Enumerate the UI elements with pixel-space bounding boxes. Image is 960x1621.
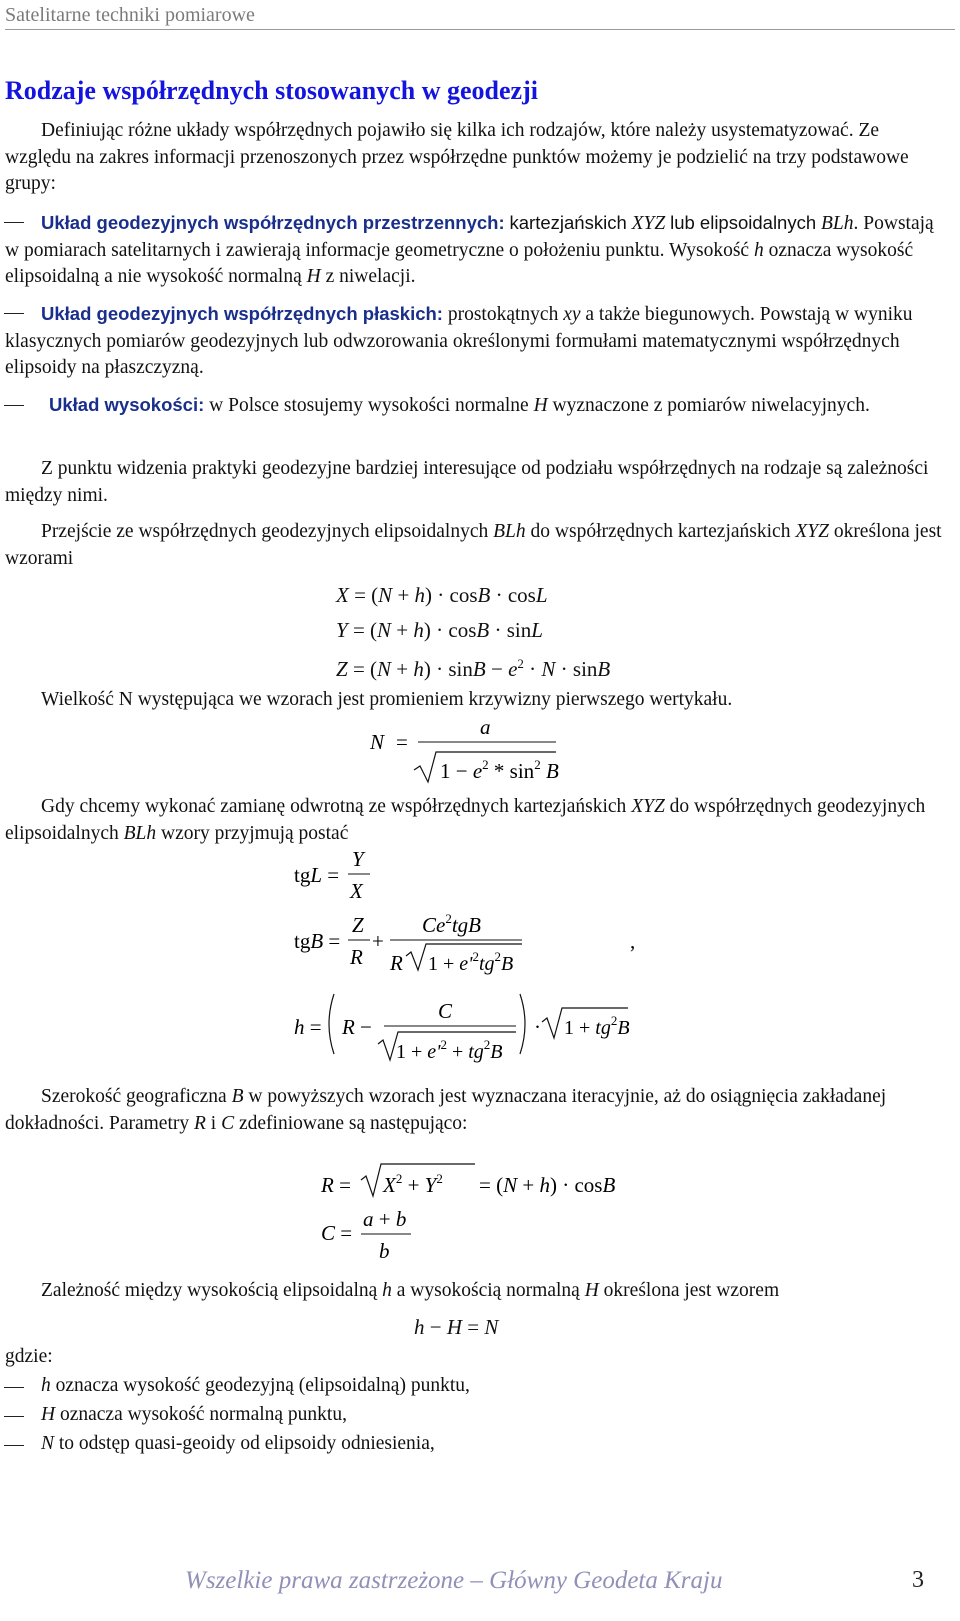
formula-inverse (290, 846, 650, 1076)
svg-text:X2 + Y2: $X^2 + Y^2$ (383, 1171, 443, 1197)
paragraph: Z punktu widzenia praktyki geodezyjne bardziej interesujące od podziału współrzędnych na rodzaje są zależności między nimi. (5, 458, 929, 506)
bullet-item: Układ geodezyjnych współrzędnych płaskich: prostokątnych xy a także biegunowych. Powstają w wyniku klasycznych pomiarów geodezyjnych lub odwzorowania określonymi formułami matematycznymi współrzędnych elipsoidy na płaszczyzną. (5, 303, 913, 378)
formula-r-c (315, 1158, 645, 1268)
svg-text:tgB =: tgB = (294, 929, 341, 953)
svg-text:X: X (350, 879, 363, 903)
paragraph: Gdy chcemy wykonać zamianę odwrotną ze współrzędnych kartezjańskich XYZ do współrzędnych geodezyjnych elipsoidalnych BLh wzory przyjmują postać (5, 796, 926, 844)
gdzie-label: gdzie: (5, 1346, 53, 1367)
page-number: 3 (912, 1567, 924, 1593)
formula-h-h-n: h − H = N (414, 1315, 499, 1339)
svg-text:Y: Y (352, 847, 364, 871)
svg-text:1 + e'2tg2B: $1 + e'^2tg^2B$ (428, 949, 514, 975)
formula-z: $Z = (N + h) \cdot \sin B - e^2 \cdot N \cdot \sin B$ (336, 656, 611, 681)
bullet-item: Układ geodezyjnych współrzędnych przestrzennych: kartezjańskich XYZ lub elipsoidalnych BLh. Powstają w pomiarach satelitarnych i zawierają informacje geometryczne o położeniu punktu. Wysokość h oznacza wysokość elipsoidalną a nie wysokość normalną H z niwelacji. (5, 212, 934, 287)
svg-text:R: R (342, 1015, 355, 1039)
svg-text:Ce2tgB: Ce$^2$tgB (422, 911, 481, 937)
paragraph: Szerokość geograficzna B w powyższych wzorach jest wyznaczana iteracyjnie, aż do osiągnięcia zakładanej dokładności. Parametry R i C zdefiniowane są następująco: (5, 1086, 887, 1134)
paragraph: Przejście ze współrzędnych geodezyjnych elipsoidalnych BLh do współrzędnych kartezjańskich XYZ określona jest wzorami (5, 521, 942, 569)
svg-text:1 + e'2 + tg2B: $1 + e'^2 + tg^2B$ (396, 1037, 503, 1063)
definition-item: h oznacza wysokość geodezyjną (elipsoidalną) punktu, (41, 1375, 470, 1396)
svg-text:R: R (390, 951, 403, 975)
formula-x: X = (N + h) · cosB · cosL (336, 583, 548, 607)
intro-paragraph: Definiując różne układy współrzędnych pojawiło się kilka ich rodzajów, które należy usystematyzować. Ze względu na zakres informacji przenoszonych przez współrzędne punktów możemy je podzielić na trzy podstawowe grupy: (5, 120, 909, 194)
svg-text:R: R (350, 945, 363, 969)
definition-item: N to odstęp quasi-geoidy od elipsoidy odniesienia, (41, 1433, 435, 1454)
formula-y: Y = (N + h) · cosB · sinL (336, 618, 543, 642)
page-footer: Wszelkie prawa zastrzeżone – Główny Geodeta Kraju (185, 1567, 723, 1594)
svg-text:N: N (370, 730, 385, 754)
svg-text:,: , (630, 929, 636, 953)
svg-text:−: − (360, 1015, 372, 1039)
formula-n (360, 712, 580, 788)
svg-text:tgL =: tgL = (294, 863, 340, 887)
bullet-item: Układ wysokości: w Polsce stosujemy wysokości normalne H wyznaczone z pomiarów niwelacyjnych. (49, 394, 870, 416)
paragraph: Zależność między wysokością elipsoidalną h a wysokością normalną H określona jest wzorem (41, 1280, 780, 1301)
svg-text:a: a (480, 715, 491, 739)
svg-text:C: C (438, 999, 453, 1023)
svg-text:+: + (372, 929, 384, 953)
svg-text:Z: Z (352, 913, 364, 937)
svg-text:C =: C = (321, 1221, 353, 1245)
svg-text:= (N + h) · cosB: = (N + h) · cosB (479, 1173, 616, 1197)
paragraph: Wielkość N występująca we wzorach jest promieniem krzywizny pierwszego wertykału. (41, 689, 733, 710)
section-title: Rodzaje współrzędnych stosowanych w geodezji (5, 76, 538, 105)
definition-item: H oznacza wysokość normalną punktu, (41, 1404, 347, 1425)
svg-text:b: b (379, 1239, 390, 1263)
svg-text:·: · (534, 1015, 541, 1039)
svg-text:1 + tg2B: $1 + tg^2B$ (564, 1013, 630, 1039)
page-header: Satelitarne techniki pomiarowe (5, 4, 955, 30)
svg-text:1 − e2 * sin2 B: $1 - e^2 * \sin^2 B$ (440, 757, 559, 783)
svg-text:=: = (396, 730, 408, 754)
svg-text:h =: h = (294, 1015, 322, 1039)
svg-text:R =: R = (321, 1173, 351, 1197)
svg-text:a + b: a + b (363, 1207, 407, 1231)
